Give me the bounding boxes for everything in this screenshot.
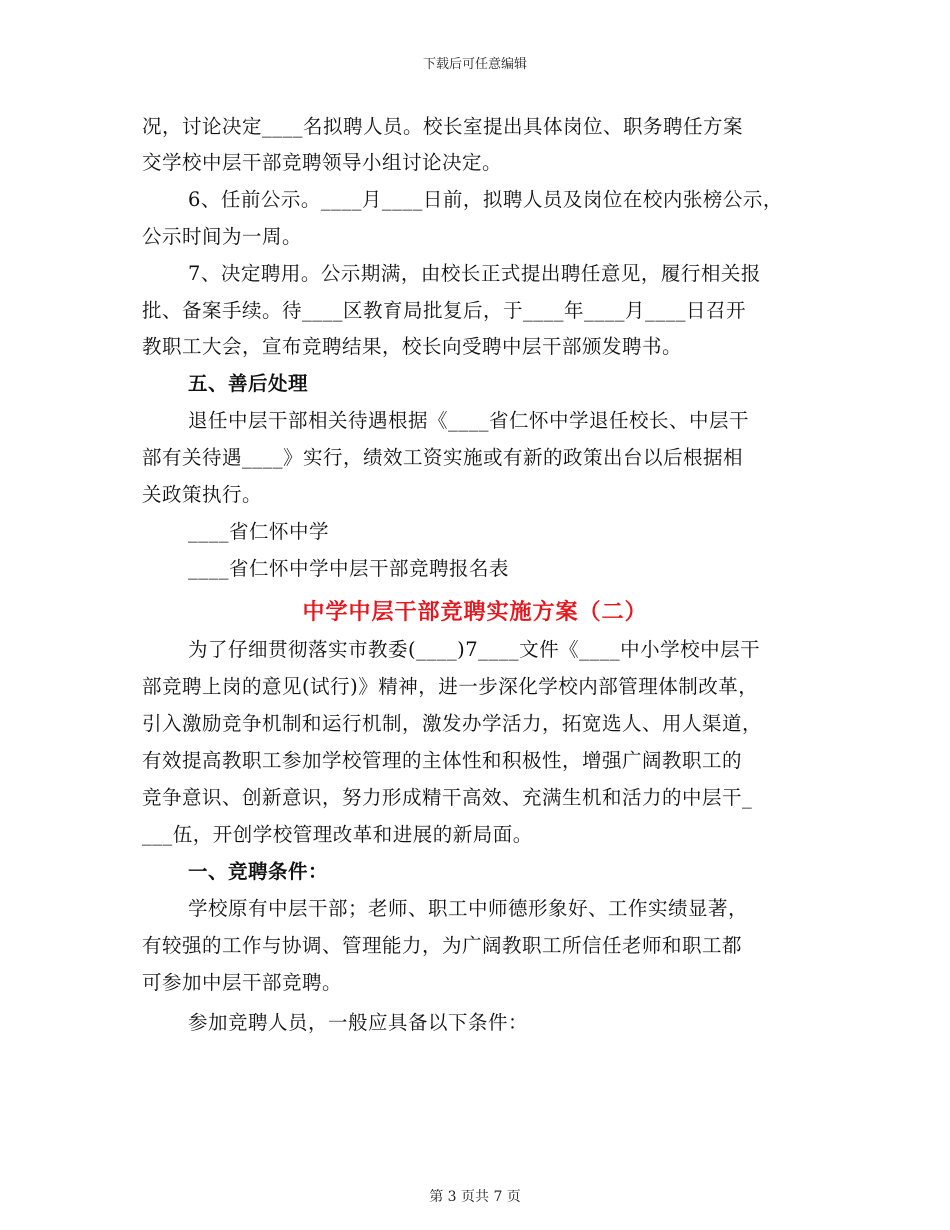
paragraph-line: 交学校中层干部竞聘领导小组讨论决定。	[142, 151, 503, 174]
paragraph-line: 部竞聘上岗的意见(试行)》精神，进一步深化学校内部管理体制改革，	[142, 675, 759, 698]
paragraph-line: 有效提高教职工参加学校管理的主体性和积极性，增强广阔教职工的	[142, 749, 743, 772]
paragraph-line: 关政策执行。	[142, 483, 263, 506]
paragraph-line: ____省仁怀中学中层干部竞聘报名表	[188, 557, 510, 580]
paragraph-line: 公示时间为一周。	[142, 225, 303, 248]
paragraph-line: ____省仁怀中学	[188, 520, 330, 543]
section-heading: 五、善后处理	[188, 372, 309, 395]
section-heading: 一、竞聘条件：	[188, 860, 329, 883]
paragraph-line: 可参加中层干部竞聘。	[142, 971, 343, 994]
paragraph-line: 教职工大会，宣布竞聘结果，校长向受聘中层干部颁发聘书。	[142, 335, 683, 358]
page-footer: 第 3 页共 7 页	[429, 1189, 521, 1205]
paragraph-line: 况，讨论决定____名拟聘人员。校长室提出具体岗位、职务聘任方案	[142, 115, 744, 138]
paragraph-line: 退任中层干部相关待遇根据《____省仁怀中学退任校长、中层干	[188, 409, 750, 432]
page-header: 下载后可任意编辑	[422, 57, 527, 72]
section-title: 中学中层干部竞聘实施方案（二）	[302, 600, 648, 625]
paragraph-line: 学校原有中层干部；老师、职工中师德形象好、工作实绩显著，	[188, 897, 749, 920]
paragraph-line: 有较强的工作与协调、管理能力，为广阔教职工所信任老师和职工都	[142, 934, 743, 957]
paragraph-line: 6、任前公示。____月____日前，拟聘人员及岗位在校内张榜公示，	[188, 188, 783, 211]
paragraph-line: 批、备案手续。待____区教育局批复后，于____年____月____日召开	[142, 299, 747, 322]
paragraph-line: 竞争意识、创新意识，努力形成精干高效、充满生机和活力的中层干_	[142, 786, 753, 809]
paragraph-line: ___伍，开创学校管理改革和进展的新局面。	[142, 823, 533, 846]
paragraph-line: 为了仔细贯彻落实市教委(____)7____文件《____中小学校中层干	[188, 638, 761, 661]
paragraph-line: 部有关待遇____》实行，绩效工资实施或有新的政策出台以后根据相	[142, 446, 744, 469]
paragraph-line: 7、决定聘用。公示期满，由校长正式提出聘任意见，履行相关报	[188, 262, 761, 285]
paragraph-line: 参加竞聘人员，一般应具备以下条件：	[188, 1011, 529, 1034]
paragraph-line: 引入激励竞争机制和运行机制，激发办学活力，拓宽选人、用人渠道，	[142, 712, 763, 735]
